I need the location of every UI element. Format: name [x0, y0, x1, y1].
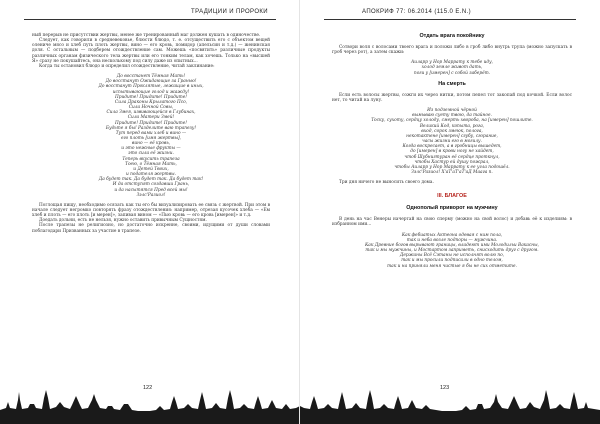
paragraph: Поглощая пищу, необходимо осязать как ты его бы визуализировать ее связь с жертвой. При этом в начале следует негромко повторять фразу отождествления: например, отрезая кусочек хлеба — «Ем хлеб и плоть — его плоть [и мерен]», запивая вином — «Пью кровь — его кровь [имерен]» и т.д. — [32, 202, 270, 219]
verse-line: Аиларр у Нор Маррату к тебе иду, — [411, 60, 493, 66]
verse-line: Сила Ночной Совы, — [128, 105, 174, 111]
verse-line: вымываю суету твою, да тайное. — [412, 113, 492, 119]
verse-line: так и неба возле подпоры — мужчина. — [406, 237, 498, 243]
verse-line: чтоб Шубнигтуран её сердце проткнул, — [404, 154, 500, 160]
right-page — [300, 0, 600, 424]
verse-line: и подателя жертвы. — [126, 172, 176, 178]
running-header: АПОКРИФ 77: 06.2014 (115.0 E.N.) — [362, 9, 472, 15]
header-rule — [324, 19, 576, 20]
verse-line: вино — её кровь, — [131, 141, 171, 147]
verse-line: испытывающие голод и жажду! — [112, 89, 190, 95]
verse-line: так и мы мужчины, и Мостартом заприметь, снисходить друг с другом. — [365, 248, 539, 254]
verse-line: Как Древние богов вырывают границы, владеют ими Молодильи Вакасны, — [364, 242, 539, 248]
verse-line: Будьте я бы! Разделите ваю трапезу! — [105, 125, 197, 131]
verse-line: До восстанут Ожидающие за Гранью! — [105, 79, 197, 85]
verse-line: Тоею, о Тёмная Мать, — [125, 161, 177, 167]
verse-line: и Детей Твоих, — [133, 166, 169, 172]
running-header: ТРАДИЦИИ И ПРОРОКИ — [191, 9, 268, 15]
section-heading: Отдать врага покойнику — [419, 33, 485, 39]
verse-line: И да отступят создавши Грань, — [112, 182, 190, 188]
verse-line: его плоть [имя жертвы], — [120, 135, 182, 141]
verse-line: Тоску, сухоту, сердцу холоду, смерть хвороба, на [имерен] пошлите. — [371, 118, 533, 124]
paragraph: Следует, как говорили в средневековье, блюсти блюдо, т. е. отсуществить его с объектом вещей олениче мясо и хлеб путь плоть жертвы, вино — его кровь, помидор (апельсин и т.д.) — женинская доля. С остальным — подберем отождествление сам. Можешь «посвятить» различные продукты различных органам физического тела жертвы или его тонким телам, как хочешь. Только на «высшей Я» сразу не покушайтесь, она несколькому под силу даже из опытных... — [32, 38, 270, 64]
verse-line: Сила Драконы Крылатого Псо, — [114, 99, 188, 105]
page-body — [332, 33, 572, 269]
verse-line: Зэлс'Разиол! — [136, 192, 166, 198]
verse-line: Сила Змея, извивающейся в Глубинах, — [106, 110, 196, 116]
verse-line: и это нежные фрукты — — [121, 146, 181, 152]
paragraph: ный перерыв не присутствии жертвы, менее же тренированный маг должен кушать в одиночестве. — [32, 33, 261, 38]
verse-line: Теперь вкусить трапеза — [122, 156, 180, 162]
page-number: 123 — [440, 385, 450, 391]
verse-line: Придите! Придите! Придите! — [114, 94, 188, 100]
verse-line: вход, сорок змеюк, полога, — [421, 128, 483, 134]
verse-line: так и на приняли меня чистые я бы не сих отметите. — [387, 263, 517, 269]
verse-line: холод земле живот дать, — [421, 65, 483, 71]
paragraph: Сотвори воля с волосами твоего врага и положи либо в гроб либо внутрь трупа (можно запускать в гроб через рот), а затем скажи: — [332, 45, 572, 56]
verse-line: Держаны Всё Сэтаны не исполнят волю по, — [399, 253, 505, 259]
paragraph: Доедать дольни, есть не нельзя, нужно оставить привычным Сущностям. — [39, 218, 207, 224]
page-body — [32, 33, 270, 234]
verse-line: некотактене [имерен] сгубу, сгорание, — [406, 133, 498, 139]
verse-line: так и мы просили подписали в одно телом, — [401, 258, 503, 264]
paragraph: Если есть волосы жертвы, сожги их через нитки, потом пепел тот закопай под кочкой. Если волос нет, то читай на луну. — [332, 92, 572, 103]
verse-line: Тут перед вами хлеб и вино — — [115, 130, 187, 136]
skyline-ornament — [0, 378, 300, 424]
verse-line: Великий Код, копыта, рога, — [419, 123, 485, 129]
verse-line: до [имерен] в крови ногу не хайдет, — [410, 149, 494, 155]
verse-line: чтобы Хастур ей душу пожрал, — [414, 159, 490, 165]
verse-line: Придите! Придите! Придите! — [114, 120, 188, 126]
page-number: 122 — [143, 385, 153, 391]
header-rule — [24, 19, 276, 20]
verse-line: и да насытятся Пред всей мы! — [114, 187, 188, 193]
verse-line: Как фебиатых Актеона одевая с ним пола, — [401, 232, 503, 238]
paragraph: В день на час Венеры начертай на свою сперму (можно на свой волос) и добавь её к изделиям: в избранном ими... — [332, 217, 572, 228]
paragraph: После трапезы не религиозно, но достаточно искренне, своими, идущими от души словами поблагодари Призванных за участие в трапезе. — [32, 223, 270, 234]
spacer — [332, 185, 572, 193]
verse-line: Зэлс'Разиол! Х'аТ'аТ'аТ'аД Маага п. — [411, 169, 493, 175]
verse-line: Да будет так. Да будет так. Да будет так! — [98, 177, 204, 183]
verse-line: часы жизни его в могилу. — [422, 139, 482, 145]
verse-line: До восстанут Проклятые, лежащие в иных, — [98, 84, 204, 90]
skyline-ornament — [300, 378, 600, 424]
verse-line: это сила её жизни. — [128, 151, 174, 157]
verse-line: Из подземной чёрной — [427, 108, 477, 114]
paragraph: Когда ты остановил блюдо и определил отождествление, читай заклинание: — [39, 63, 215, 69]
chapter-heading: III. БЛАГОЕ — [437, 193, 467, 200]
verse-line: Когда воскресает, а в гробницы вышедет, — [402, 144, 502, 150]
verse-line: чтобы Аиларр у Нор Маррату к ее угла подошёл. — [394, 164, 510, 170]
section-heading: На смерть — [438, 80, 466, 87]
section-heading: Однополый приворот на мужчину — [406, 205, 498, 212]
verse-line: поги у [имерен] с собой заберёт. — [413, 70, 491, 76]
verse-line: До восстанет Тёмная Мать! — [116, 74, 186, 80]
paragraph: Три дня ничего не выносить своего дома. — [339, 180, 434, 186]
verse-line: Сила Матери Змей! — [127, 115, 175, 121]
